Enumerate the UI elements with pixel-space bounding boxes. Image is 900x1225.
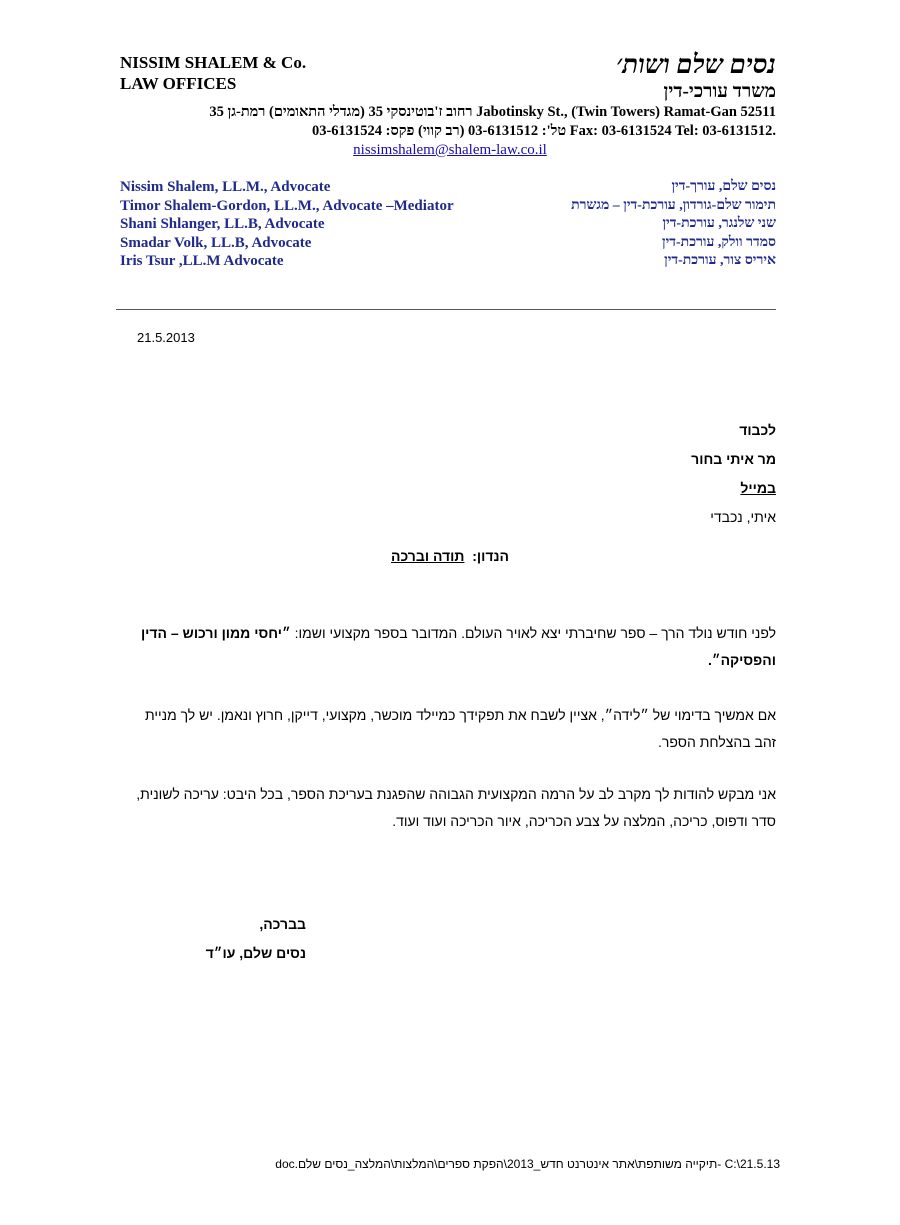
firm-name-he-title: נסים שלם ושות׳: [616, 50, 776, 79]
paragraph-3: אני מבקש להודות לך מקרב לב על הרמה המקצועית הגבוהה שהפגנת בעריכת הספר, בכל היבט: עריכה לשונית, סדר ודפוס, כריכה, המלצה על צבע הכריכה, איור הכריכה ועוד ועוד.: [136, 786, 776, 829]
lawyer-he: איריס צור, עורכת-דין: [664, 253, 776, 269]
lawyer-he: שני שלנגר, עורכת-דין: [662, 216, 776, 232]
lawyer-he: תימור שלם-גורדון, עורכת-דין – מגשרת: [571, 197, 776, 213]
delivery-method: במייל: [740, 480, 776, 496]
firm-name-he-subtitle: משרד עורכי-דין: [663, 81, 776, 102]
closing: בברכה,: [259, 916, 306, 932]
address-line: רחוב ז'בוטינסקי 35 (מגדלי התאומים) רמת-גן 35 Jabotinsky St., (Twin Towers) Ramat-Gan 52511: [209, 104, 776, 120]
lawyer-he: סמדר וולק, עורכת-דין: [662, 234, 776, 250]
firm-address: [120, 103, 776, 141]
lawyer-en: Shani Shlanger, LL.B, Advocate: [120, 216, 325, 233]
lawyer-en: Iris Tsur ,LL.M Advocate: [120, 253, 284, 270]
header-divider: [116, 309, 776, 310]
subject-label: הנדון:: [472, 548, 509, 564]
paragraph-1-text: לפני חודש נולד הרך – ספר שחיברתי יצא לאויר העולם. המדובר בספר מקצועי ושמו:: [290, 625, 776, 641]
firm-email: [0, 142, 900, 159]
subject-line: [0, 548, 900, 564]
greeting: איתי, נכבדי: [710, 509, 776, 525]
signature: נסים שלם, עו״ד: [205, 945, 306, 961]
firm-name-en-subtitle: LAW OFFICES: [120, 74, 237, 93]
firm-name-he: [616, 50, 776, 104]
lawyer-en: Timor Shalem-Gordon, LL.M., Advocate –Mediator: [120, 197, 454, 214]
paragraph-2: אם אמשיך בדימוי של ״לידה״, אציין לשבח את תפקידך כמיילד מוכשר, מקצועי, דייקן, חרוץ ונאמן. יש לך מניית זהב בהצלחת הספר.: [144, 707, 776, 750]
lawyer-en: Nissim Shalem, LL.M., Advocate: [120, 179, 331, 195]
lawyer-en: Smadar Volk, LL.B, Advocate: [120, 234, 312, 251]
firm-name-en-title: NISSIM SHALEM & Co.: [120, 53, 307, 72]
lawyer-he: נסים שלם, עורך-דין: [671, 179, 776, 194]
signoff-block: [206, 910, 306, 968]
document-path-footer: C:\21.5.13 -תיקייה משותפת\אתר אינטרנט חדש_2013\הפקת ספרים\המלצות\המלצה_נסים שלם.doc: [275, 1157, 780, 1171]
addressee-block: [691, 416, 776, 532]
recipient-name: מר איתי בחור: [691, 451, 776, 467]
to-label: לכבוד: [739, 422, 776, 438]
book-title: ״יחסי ממון ורכוש – הדין והפסיקה״.: [140, 625, 776, 668]
lawyers-list-he: [571, 178, 776, 271]
firm-name-en: [120, 52, 306, 94]
paragraph-1: [120, 620, 776, 674]
subject-text: תודה וברכה: [391, 548, 465, 564]
lawyers-list-en: [120, 178, 454, 271]
phone-fax-line: טל': 03-6131512 (רב קווי) פקס: 03-6131524 Fax: 03-6131524 Tel: 03-6131512.: [311, 123, 776, 139]
email-link[interactable]: nissimshalem@shalem-law.co.il: [353, 142, 547, 158]
letter-date: 21.5.2013: [137, 330, 195, 345]
